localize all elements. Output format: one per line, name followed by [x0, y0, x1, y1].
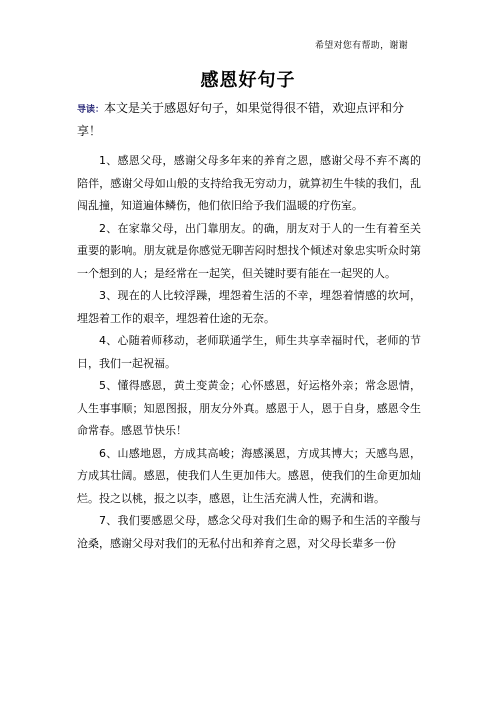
paragraph-4: 4、心随着师移动，老师联通学生，师生共享幸福时代，老师的节日，我们一起祝福。 [77, 334, 421, 370]
header-note: 希望对您有帮助，谢谢 [314, 41, 408, 51]
intro-text: 本文是关于感恩好句子，如果觉得很不错，欢迎点评和分享！ [77, 101, 405, 138]
paragraph-2: 2、在家靠父母，出门靠朋友。的确，朋友对于人的一生有着至关重要的影响。朋友就是你感觉无聊苦闷时想找个倾述对象忠实听众时第一个想到的人；是经常在一起笑，但关键时要有能在一起哭的人。 [77, 221, 421, 280]
body-paragraphs [77, 150, 421, 555]
paragraph-5: 5、懂得感恩，黄土变黄金；心怀感恩，好运格外亲；常念恩情，人生事事顺；知恩图报，朋友分外真。感恩于人，恩于自身，感恩令生命常春。感恩节快乐！ [77, 379, 421, 437]
paragraph-6: 6、山感地恩，方成其高峻；海感溪恩，方成其博大；天感鸟恩，方成其壮阔。感恩，使我们人生更加伟大。感恩，使我们的生命更加灿烂。投之以桃，报之以李，感恩，让生活充满人性，充满和谐。 [77, 446, 421, 505]
intro-block [77, 98, 421, 142]
paragraph-3: 3、现在的人比较浮躁，埋怨着生活的不幸，埋怨着情感的坎坷，埋怨着工作的艰辛，埋怨着仕途的无奈。 [77, 289, 421, 325]
paragraph-7: 7、我们要感恩父母，感念父母对我们生命的赐予和生活的辛酸与沧桑，感谢父母对我们的无私付出和养育之恩，对父母长辈多一份 [77, 514, 421, 550]
document-title: 感恩好句子 [200, 70, 296, 91]
intro-label: 导读： [77, 105, 105, 115]
paragraph-1: 1、感恩父母，感谢父母多年来的养育之恩，感谢父母不弃不离的陪伴，感谢父母如山般的支持给我无穷动力，就算初生牛犊的我们，乱闯乱撞，知道遍体鳞伤，他们依旧给予我们温暖的疗伤室。 [77, 154, 421, 212]
